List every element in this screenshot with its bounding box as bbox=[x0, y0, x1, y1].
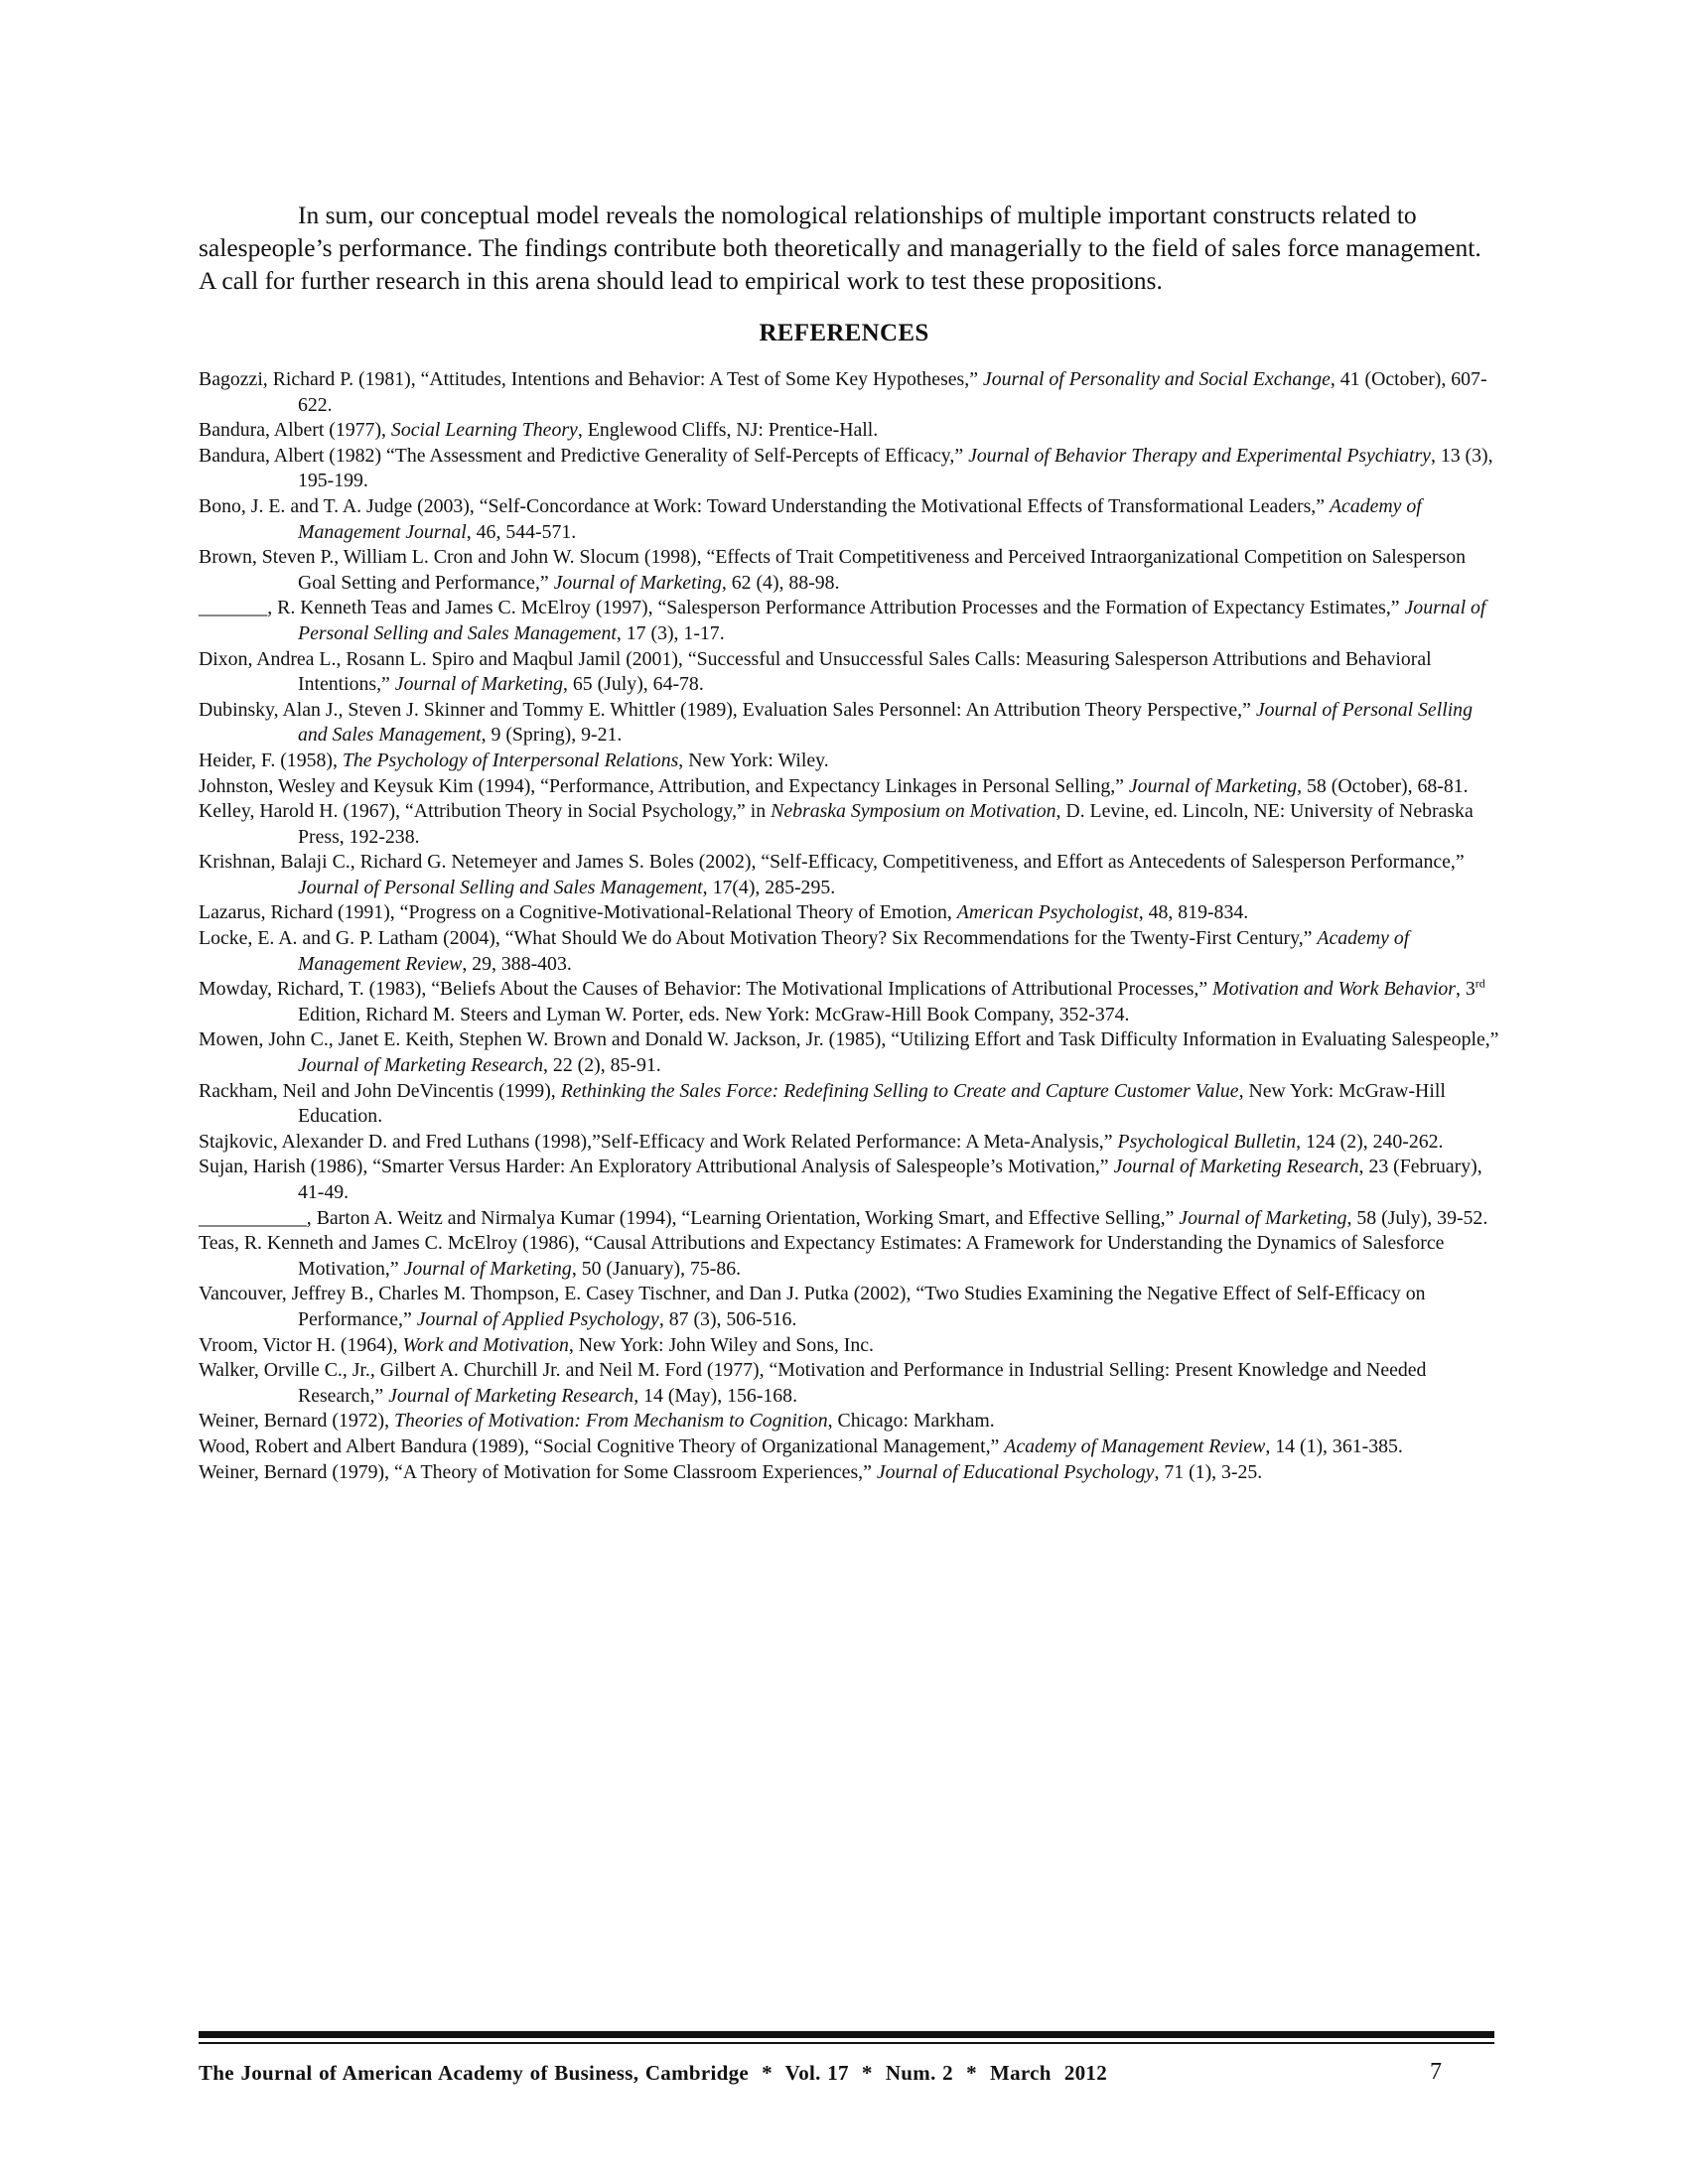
reference-item: Rackham, Neil and John DeVincentis (1999), Rethinking the Sales Force: Redefining Selling to Create and Capture Customer Value, New York: McGraw-Hill Education. bbox=[199, 1079, 1446, 1128]
footer-rule-thick bbox=[199, 2031, 1494, 2038]
reference-item: Heider, F. (1958), The Psychology of Interpersonal Relations, New York: Wiley. bbox=[199, 749, 829, 771]
page-number: 7 bbox=[1430, 2059, 1442, 2085]
reference-item: Kelley, Harold H. (1967), “Attribution Theory in Social Psychology,” in Nebraska Symposium on Motivation, D. Levine, ed. Lincoln, NE: University of Nebraska Press, 192-238. bbox=[199, 800, 1474, 848]
footer-rule-thin bbox=[199, 2042, 1494, 2044]
reference-item: Lazarus, Richard (1991), “Progress on a Cognitive-Motivational-Relational Theory of Emotion, American Psychologist, 48, 819-834. bbox=[199, 901, 1249, 924]
journal-footer: The Journal of American Academy of Business, Cambridge * Vol. 17 * Num. 2 * March 2012 bbox=[199, 2061, 1108, 2085]
reference-item: Walker, Orville C., Jr., Gilbert A. Churchill Jr. and Neil M. Ford (1977), “Motivation and Performance in Industrial Selling: Present Knowledge and Needed Research,” Journal of Marketing Research, 14 (May), 156-168. bbox=[199, 1359, 1427, 1407]
reference-item: Dubinsky, Alan J., Steven J. Skinner and Tommy E. Whittler (1989), Evaluation Sales Personnel: An Attribution Theory Perspective,” Journal of Personal Selling and Sales Management, 9 (Spring), 9-21. bbox=[199, 698, 1473, 747]
reference-item: Bagozzi, Richard P. (1981), “Attitudes, Intentions and Behavior: A Test of Some Key Hypotheses,” Journal of Personality and Social Exchange, 41 (October), 607-622. bbox=[199, 368, 1487, 416]
reference-item: Wood, Robert and Albert Bandura (1989), “Social Cognitive Theory of Organizational Management,” Academy of Management Review, 14 (1), 361-385. bbox=[199, 1434, 1403, 1457]
reference-item: Vroom, Victor H. (1964), Work and Motivation, New York: John Wiley and Sons, Inc. bbox=[199, 1333, 874, 1356]
reference-item: Stajkovic, Alexander D. and Fred Luthans (1998),”Self-Efficacy and Work Related Performance: A Meta-Analysis,” Psychological Bulletin, 124 (2), 240-262. bbox=[199, 1130, 1444, 1153]
reference-item: Mowen, John C., Janet E. Keith, Stephen W. Brown and Donald W. Jackson, Jr. (1985), “Utilizing Effort and Task Difficulty Information in Evaluating Salespeople,” Journal of Marketing Research, 22 (2), 85-91. bbox=[199, 1028, 1499, 1077]
reference-item: Weiner, Bernard (1979), “A Theory of Motivation for Some Classroom Experiences,” Journal of Educational Psychology, 71 (1), 3-25. bbox=[199, 1460, 1263, 1483]
reference-item: Mowday, Richard, T. (1983), “Beliefs About the Causes of Behavior: The Motivational Implications of Attributional Processes,” Motivation and Work Behavior, 3rd Edition, Richard M. Steers and Lyman W. Porter, eds. New York: McGraw-Hill Book Company, 352-374. bbox=[199, 976, 1485, 1025]
references-heading: REFERENCES bbox=[759, 320, 929, 346]
reference-item: Bandura, Albert (1977), Social Learning Theory, Englewood Cliffs, NJ: Prentice-Hall. bbox=[199, 419, 879, 442]
reference-item: Bandura, Albert (1982) “The Assessment and Predictive Generality of Self-Percepts of Efficacy,” Journal of Behavior Therapy and Experimental Psychiatry, 13 (3), 195-199. bbox=[199, 444, 1493, 492]
reference-item: Sujan, Harish (1986), “Smarter Versus Harder: An Exploratory Attributional Analysis of Salespeople’s Motivation,” Journal of Marketing Research, 23 (February), 41-49. bbox=[199, 1156, 1482, 1203]
reference-item: Dixon, Andrea L., Rosann L. Spiro and Maqbul Jamil (2001), “Successful and Unsuccessful Sales Calls: Measuring Salesperson Attributions and Behavioral Intentions,” Journal of Marketing, 65 (July), 64-78. bbox=[199, 647, 1432, 696]
reference-item: Bono, J. E. and T. A. Judge (2003), “Self-Concordance at Work: Toward Understanding the Motivational Effects of Transformational Leaders,” Academy of Management Journal, 46, 544-571. bbox=[199, 494, 1422, 543]
reference-item: Teas, R. Kenneth and James C. McElroy (1986), “Causal Attributions and Expectancy Estimates: A Framework for Understanding the Dynamics of Salesforce Motivation,” Journal of Marketing, 50 (January), 75-86. bbox=[199, 1232, 1445, 1280]
conclusion-paragraph: In sum, our conceptual model reveals the nomological relationships of multiple important constructs related to salespeople’s performance. The findings contribute both theoretically and managerially to the field of sales force management. A call for further research in this arena should lead to empirical work to test these propositions. bbox=[199, 201, 1481, 295]
reference-item: Brown, Steven P., William L. Cron and John W. Slocum (1998), “Effects of Trait Competitiveness and Perceived Intraorganizational Competition on Salesperson Goal Setting and Performance,” Journal of Marketing, 62 (4), 88-98. bbox=[199, 546, 1467, 594]
reference-item: Weiner, Bernard (1972), Theories of Motivation: From Mechanism to Cognition, Chicago: Markham. bbox=[199, 1410, 995, 1433]
reference-list bbox=[199, 367, 1499, 1485]
reference-item: Krishnan, Balaji C., Richard G. Netemeyer and James S. Boles (2002), “Self-Efficacy, Competitiveness, and Effort as Antecedents of Salesperson Performance,” Journal of Personal Selling and Sales Management, 17(4), 285-295. bbox=[199, 851, 1465, 898]
reference-item: ___________, Barton A. Weitz and Nirmalya Kumar (1994), “Learning Orientation, Working Smart, and Effective Selling,” Journal of Marketing, 58 (July), 39-52. bbox=[199, 1206, 1488, 1229]
reference-item: Locke, E. A. and G. P. Latham (2004), “What Should We do About Motivation Theory? Six Recommendations for the Twenty-First Century,” Academy of Management Review, 29, 388-403. bbox=[199, 927, 1410, 975]
reference-item: _______, R. Kenneth Teas and James C. McElroy (1997), “Salesperson Performance Attribution Processes and the Formation of Expectancy Estimates,” Journal of Personal Selling and Sales Management, 17 (3), 1-17. bbox=[199, 597, 1486, 644]
reference-item: Johnston, Wesley and Keysuk Kim (1994), “Performance, Attribution, and Expectancy Linkages in Personal Selling,” Journal of Marketing, 58 (October), 68-81. bbox=[199, 774, 1469, 797]
reference-item: Vancouver, Jeffrey B., Charles M. Thompson, E. Casey Tischner, and Dan J. Putka (2002), “Two Studies Examining the Negative Effect of Self-Efficacy on Performance,” Journal of Applied Psychology, 87 (3), 506-516. bbox=[199, 1283, 1426, 1330]
